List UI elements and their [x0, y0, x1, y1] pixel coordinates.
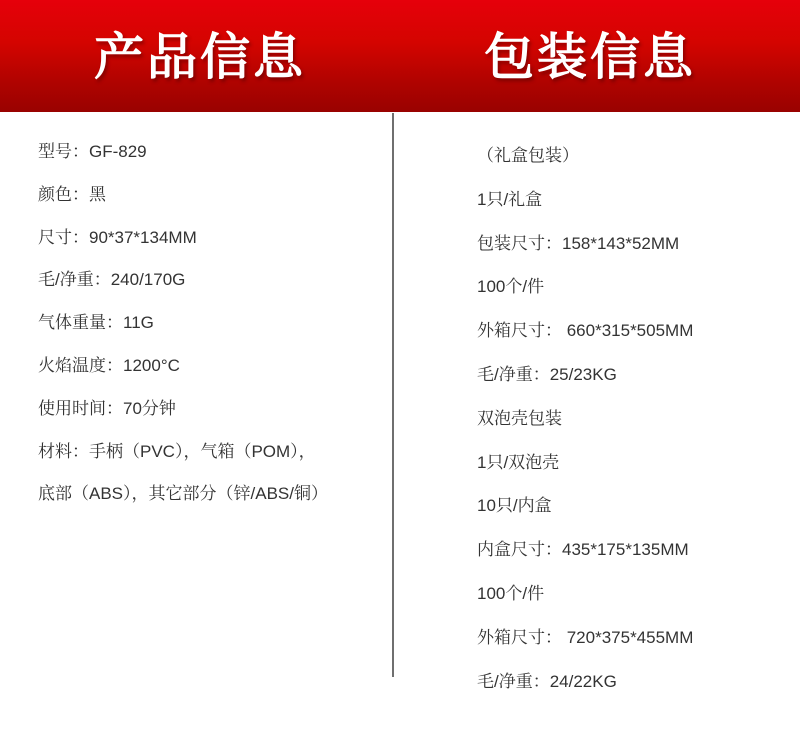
product-spec-line: 尺寸：90*37*134MM [38, 227, 197, 247]
packaging-spec-line: 毛/净重：25/23KG [477, 364, 617, 384]
product-spec-line: 毛/净重：240/170G [38, 270, 186, 290]
product-spec-line: 底部（ABS），其它部分（锌/ABS/铜） [38, 484, 328, 504]
product-spec-line: 火焰温度：1200°C [38, 355, 180, 375]
packaging-spec-line: 外箱尺寸： 720*375*455MM [477, 627, 694, 647]
product-spec-line: 气体重量：11G [38, 313, 154, 333]
packaging-spec-line: 100个/件 [477, 583, 545, 603]
product-spec-line: 颜色：黑 [38, 184, 106, 204]
header-banner [0, 0, 800, 112]
product-spec-line: 型号：GF-829 [38, 142, 147, 161]
product-info-list [38, 131, 328, 516]
product-info-title: 产品信息 [94, 29, 306, 85]
product-spec-line: 使用时间：70分钟 [38, 398, 176, 418]
packaging-spec-line: 包装尺寸：158*143*52MM [477, 233, 680, 253]
packaging-spec-line: 内盒尺寸：435*175*135MM [477, 540, 689, 560]
packaging-spec-line: 10只/内盒 [477, 496, 552, 516]
product-info-header [0, 0, 400, 112]
packaging-spec-line: （礼盒包装） [477, 146, 579, 165]
product-spec-line: 材料：手柄（PVC），气箱（POM）， [38, 441, 316, 461]
packaging-spec-line: 毛/净重：24/22KG [477, 671, 617, 691]
packaging-spec-line: 双泡壳包装 [477, 408, 562, 428]
packaging-info-header [400, 0, 800, 112]
packaging-spec-line: 100个/件 [477, 277, 545, 297]
packaging-spec-line: 1只/双泡壳 [477, 452, 560, 472]
packaging-info-title: 包装信息 [484, 29, 696, 85]
packaging-spec-line: 1只/礼盒 [477, 189, 543, 209]
column-divider [392, 113, 394, 677]
packaging-info-list [477, 134, 693, 703]
packaging-spec-line: 外箱尺寸： 660*315*505MM [477, 321, 694, 341]
